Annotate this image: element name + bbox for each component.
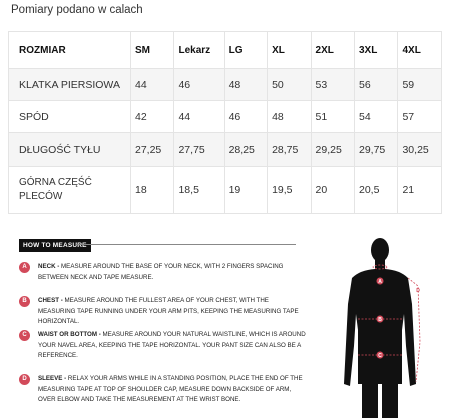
table-cell: 28,25 xyxy=(224,133,267,167)
column-header: ROZMIAR xyxy=(9,32,131,69)
column-header: 3XL xyxy=(355,32,398,69)
table-row xyxy=(9,167,442,214)
table-header-row xyxy=(9,32,442,69)
size-chart-table xyxy=(8,31,442,214)
column-header: 4XL xyxy=(398,32,442,69)
step-label: NECK - xyxy=(38,263,60,270)
row-label: KLATKA PIERSIOWA xyxy=(9,69,131,101)
marker-a: A xyxy=(378,278,382,285)
table-cell: 18,5 xyxy=(174,167,224,214)
step-description: RELAX YOUR ARMS WHILE IN A STANDING POSITION, PLACE THE END OF THE MEASURING TAPE AT TOP OF SHOULDER CAP, MEASURE DOWN BACKSIDE OF ARM, OVER ELBOW AND TAKE THE MEASUREMENT AT THE WRIST BONE. xyxy=(38,375,303,403)
table-cell: 27,25 xyxy=(131,133,174,167)
table-cell: 46 xyxy=(174,69,224,101)
step-label: WAIST OR BOTTOM - xyxy=(38,331,101,338)
column-header: SM xyxy=(131,32,174,69)
step-badge: B xyxy=(19,296,30,307)
table-cell: 54 xyxy=(355,101,398,133)
row-label: SPÓD xyxy=(9,101,131,133)
table-cell: 51 xyxy=(311,101,354,133)
step-description: MEASURE AROUND THE BASE OF YOUR NECK, WITH 2 FINGERS SPACING BETWEEN NECK AND TAPE MEASURE. xyxy=(38,263,284,281)
table-cell: 20 xyxy=(311,167,354,214)
table-cell: 44 xyxy=(174,101,224,133)
table-cell: 21 xyxy=(398,167,442,214)
table-cell: 19 xyxy=(224,167,267,214)
step-description: MEASURE AROUND YOUR NATURAL WAISTLINE, WHICH IS AROUND YOUR NAVEL AREA, KEEPING THE TAPE HORIZONTAL. YOUR PANT SIZE CAN ALSO BE A REFERENCE. xyxy=(38,331,306,359)
step-text xyxy=(38,374,308,406)
divider xyxy=(76,244,296,245)
table-cell: 48 xyxy=(268,101,311,133)
step-badge: A xyxy=(19,262,30,273)
table-row xyxy=(9,101,442,133)
step-description: MEASURE AROUND THE FULLEST AREA OF YOUR CHEST, WITH THE MEASURING TAPE RUNNING UNDER YOUR ARM PITS, KEEPING THE MEASURING TAPE HORIZONTAL. xyxy=(38,297,299,325)
step-text xyxy=(38,296,308,328)
table-cell: 53 xyxy=(311,69,354,101)
step-label: SLEEVE - xyxy=(38,375,67,382)
table-cell: 30,25 xyxy=(398,133,442,167)
step-text xyxy=(38,330,308,362)
table-cell: 27,75 xyxy=(174,133,224,167)
column-header: XL xyxy=(268,32,311,69)
table-cell: 57 xyxy=(398,101,442,133)
page-title: Pomiary podano w calach xyxy=(11,4,143,16)
marker-d: D xyxy=(416,288,420,294)
table-cell: 42 xyxy=(131,101,174,133)
how-to-measure-heading: HOW TO MEASURE xyxy=(19,239,91,252)
table-cell: 20,5 xyxy=(355,167,398,214)
table-cell: 44 xyxy=(131,69,174,101)
table-cell: 29,75 xyxy=(355,133,398,167)
step-badge: C xyxy=(19,330,30,341)
step-label: CHEST - xyxy=(38,297,63,304)
row-label: GÓRNA CZĘŚĆ PLECÓW xyxy=(9,167,131,214)
table-row xyxy=(9,69,442,101)
body-silhouette-figure xyxy=(330,234,440,418)
table-cell: 19,5 xyxy=(268,167,311,214)
column-header: LG xyxy=(224,32,267,69)
table-cell: 56 xyxy=(355,69,398,101)
step-text xyxy=(38,262,308,283)
table-cell: 59 xyxy=(398,69,442,101)
table-cell: 18 xyxy=(131,167,174,214)
table-row xyxy=(9,133,442,167)
table-cell: 29,25 xyxy=(311,133,354,167)
table-cell: 48 xyxy=(224,69,267,101)
column-header: Lekarz xyxy=(174,32,224,69)
table-cell: 50 xyxy=(268,69,311,101)
marker-c: C xyxy=(378,352,382,359)
step-badge: D xyxy=(19,374,30,385)
marker-b: B xyxy=(378,316,382,323)
table-cell: 28,75 xyxy=(268,133,311,167)
column-header: 2XL xyxy=(311,32,354,69)
row-label: DŁUGOŚĆ TYŁU xyxy=(9,133,131,167)
table-cell: 46 xyxy=(224,101,267,133)
